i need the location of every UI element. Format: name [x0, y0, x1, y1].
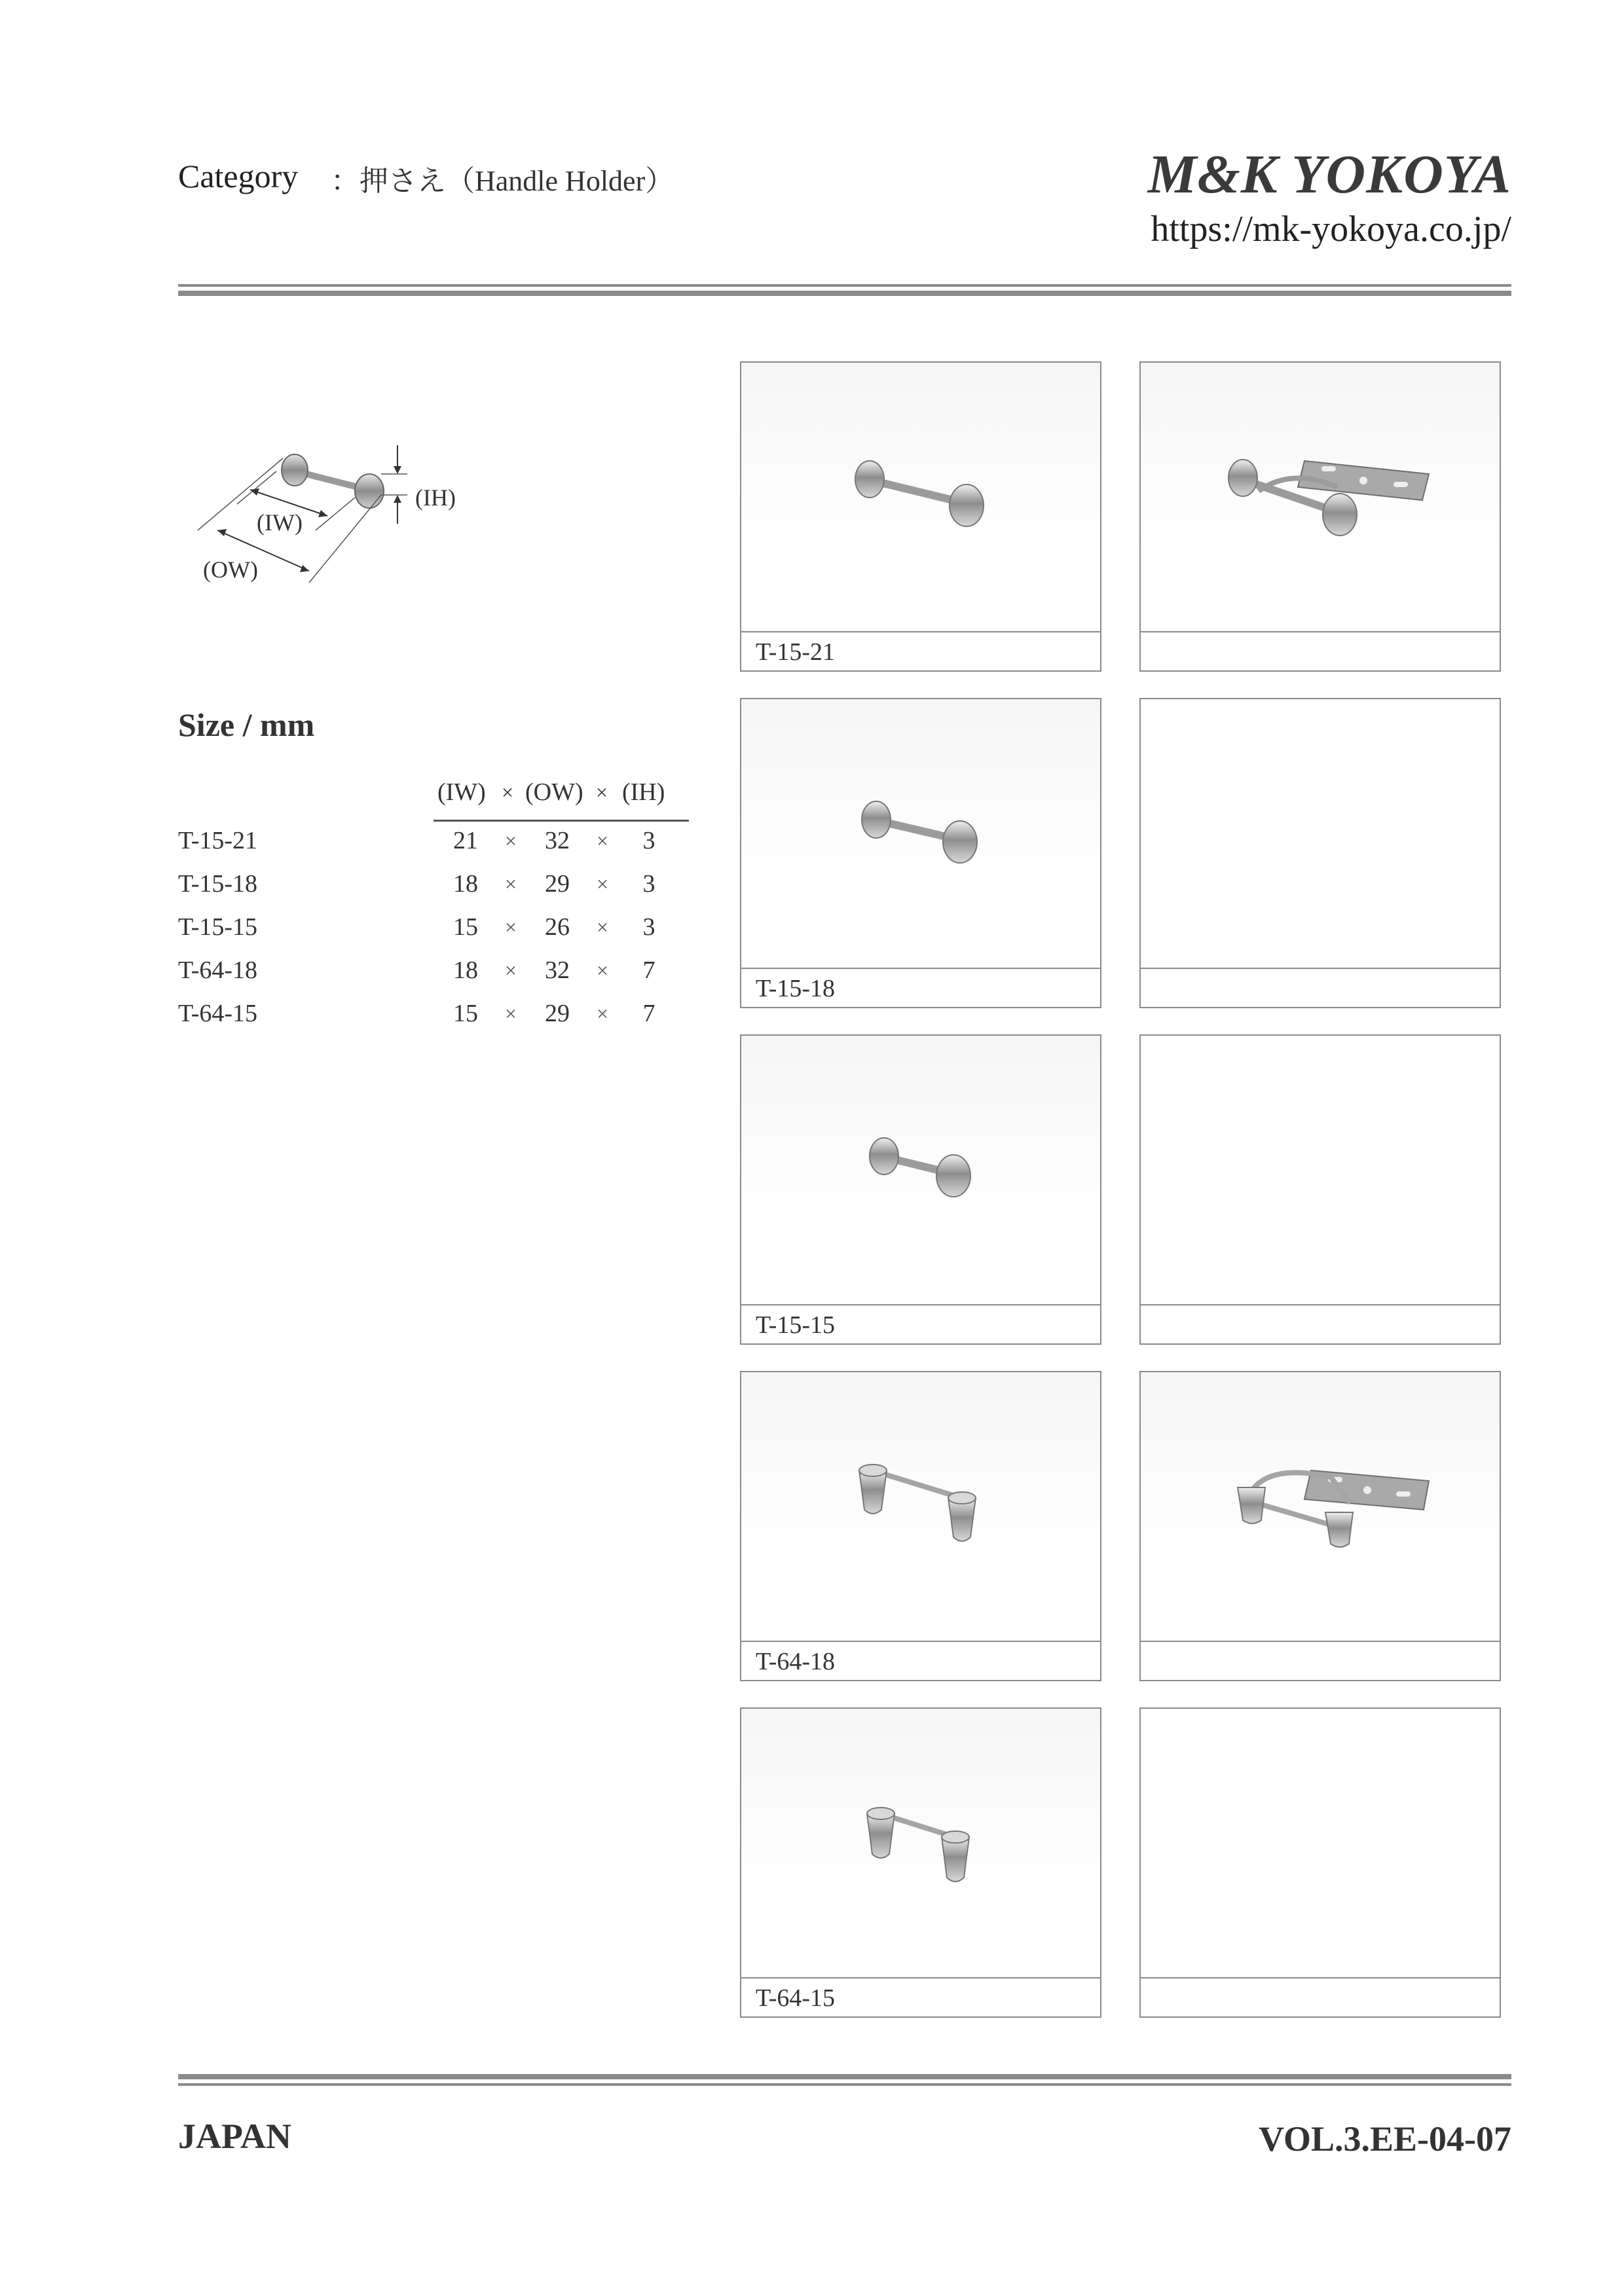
table-cell-times: ×: [596, 915, 609, 939]
handle-holder-photo: [741, 363, 1100, 631]
product-photo: [1141, 1372, 1500, 1642]
table-cell-times: ×: [596, 872, 609, 896]
table-row-name: T-15-21: [178, 827, 258, 854]
table-cell-ow: 32: [545, 827, 570, 854]
product-photo: [741, 1036, 1100, 1305]
table-cell-times: ×: [504, 829, 517, 852]
product-card-t-15-15[interactable]: [740, 1034, 1101, 1345]
table-cell-times: ×: [596, 958, 609, 982]
category-label: Category: [178, 158, 299, 194]
product-card-t-64-15[interactable]: [740, 1707, 1101, 2018]
website-url[interactable]: https://mk-yokoya.co.jp/: [1151, 209, 1511, 249]
product-photo: [741, 363, 1100, 632]
mounted-holder-photo: [1141, 1372, 1500, 1641]
diagram-ih-label: (IH): [415, 484, 456, 511]
handle-holder-photo: [741, 1709, 1100, 1977]
table-cell-times: ×: [504, 1002, 517, 1025]
column-header-times-1: ×: [502, 780, 514, 804]
table-row-name: T-15-18: [178, 870, 258, 898]
product-card-empty: [1139, 1707, 1501, 2018]
header-divider-top: [178, 284, 1511, 287]
table-cell-ih: 7: [642, 957, 655, 984]
handle-holder-photo: [741, 699, 1100, 968]
diagram-ow-label: (OW): [203, 556, 258, 583]
table-cell-times: ×: [504, 872, 517, 896]
table-cell-iw: 18: [453, 957, 478, 984]
product-card-empty: [1139, 1034, 1501, 1345]
table-cell-ow: 26: [545, 913, 570, 941]
handle-holder-photo: [741, 1036, 1100, 1304]
footer-page-code: VOL.3.EE-04-07: [1259, 2119, 1511, 2159]
table-cell-ih: 3: [642, 870, 655, 898]
diagram-iw-label: (IW): [257, 509, 303, 536]
table-cell-times: ×: [596, 829, 609, 852]
category-value: ：押さえ（Handle Holder）: [331, 165, 674, 197]
product-card-t-64-18[interactable]: [740, 1371, 1101, 1681]
product-caption: T-64-18: [756, 1648, 836, 1675]
table-cell-iw: 18: [453, 870, 478, 898]
table-cell-ih: 7: [642, 1000, 655, 1027]
table-cell-iw: 15: [453, 913, 478, 941]
product-photo-empty: [1141, 1036, 1500, 1305]
dimension-diagram: [178, 432, 492, 602]
product-caption: T-64-15: [756, 1984, 836, 2012]
product-photo: [741, 1709, 1100, 1978]
column-header-times-2: ×: [596, 780, 608, 804]
table-cell-times: ×: [504, 958, 517, 982]
table-cell-times: ×: [504, 915, 517, 939]
product-caption: T-15-21: [756, 638, 836, 666]
table-cell-ow: 29: [545, 1000, 570, 1027]
product-caption: T-15-15: [756, 1311, 836, 1339]
table-row-name: T-64-15: [178, 1000, 258, 1027]
product-card-t-15-21[interactable]: [740, 361, 1101, 672]
table-cell-ow: 29: [545, 870, 570, 898]
mounted-holder-photo: [1141, 363, 1500, 631]
table-cell-times: ×: [596, 1002, 609, 1025]
product-photo: [741, 1372, 1100, 1642]
table-cell-iw: 21: [453, 827, 478, 854]
product-card-mounted-t-64-18[interactable]: [1139, 1371, 1501, 1681]
product-photo: [741, 699, 1100, 969]
column-header-ih: (IH): [622, 778, 665, 806]
footer-country: JAPAN: [178, 2117, 291, 2156]
table-cell-ih: 3: [642, 913, 655, 941]
product-photo-empty: [1141, 699, 1500, 969]
brand-logo: M&K YOKOYA: [1147, 144, 1511, 205]
size-heading: Size / mm: [178, 706, 315, 743]
footer-divider-bottom: [178, 2083, 1511, 2086]
table-cell-iw: 15: [453, 1000, 478, 1027]
product-card-empty: [1139, 698, 1501, 1008]
footer-divider-top: [178, 2074, 1511, 2079]
product-photo-empty: [1141, 1709, 1500, 1978]
product-card-mounted-t-15-21[interactable]: [1139, 361, 1501, 672]
column-header-ow: (OW): [525, 778, 583, 806]
column-header-iw: (IW): [437, 778, 486, 806]
header-divider-bottom: [178, 291, 1511, 296]
product-caption: T-15-18: [756, 975, 836, 1002]
size-table-rule: [434, 820, 689, 822]
product-photo: [1141, 363, 1500, 632]
table-cell-ow: 32: [545, 957, 570, 984]
handle-holder-photo: [741, 1372, 1100, 1641]
product-card-t-15-18[interactable]: [740, 698, 1101, 1008]
table-cell-ih: 3: [642, 827, 655, 854]
table-row-name: T-15-15: [178, 913, 258, 941]
table-row-name: T-64-18: [178, 957, 258, 984]
